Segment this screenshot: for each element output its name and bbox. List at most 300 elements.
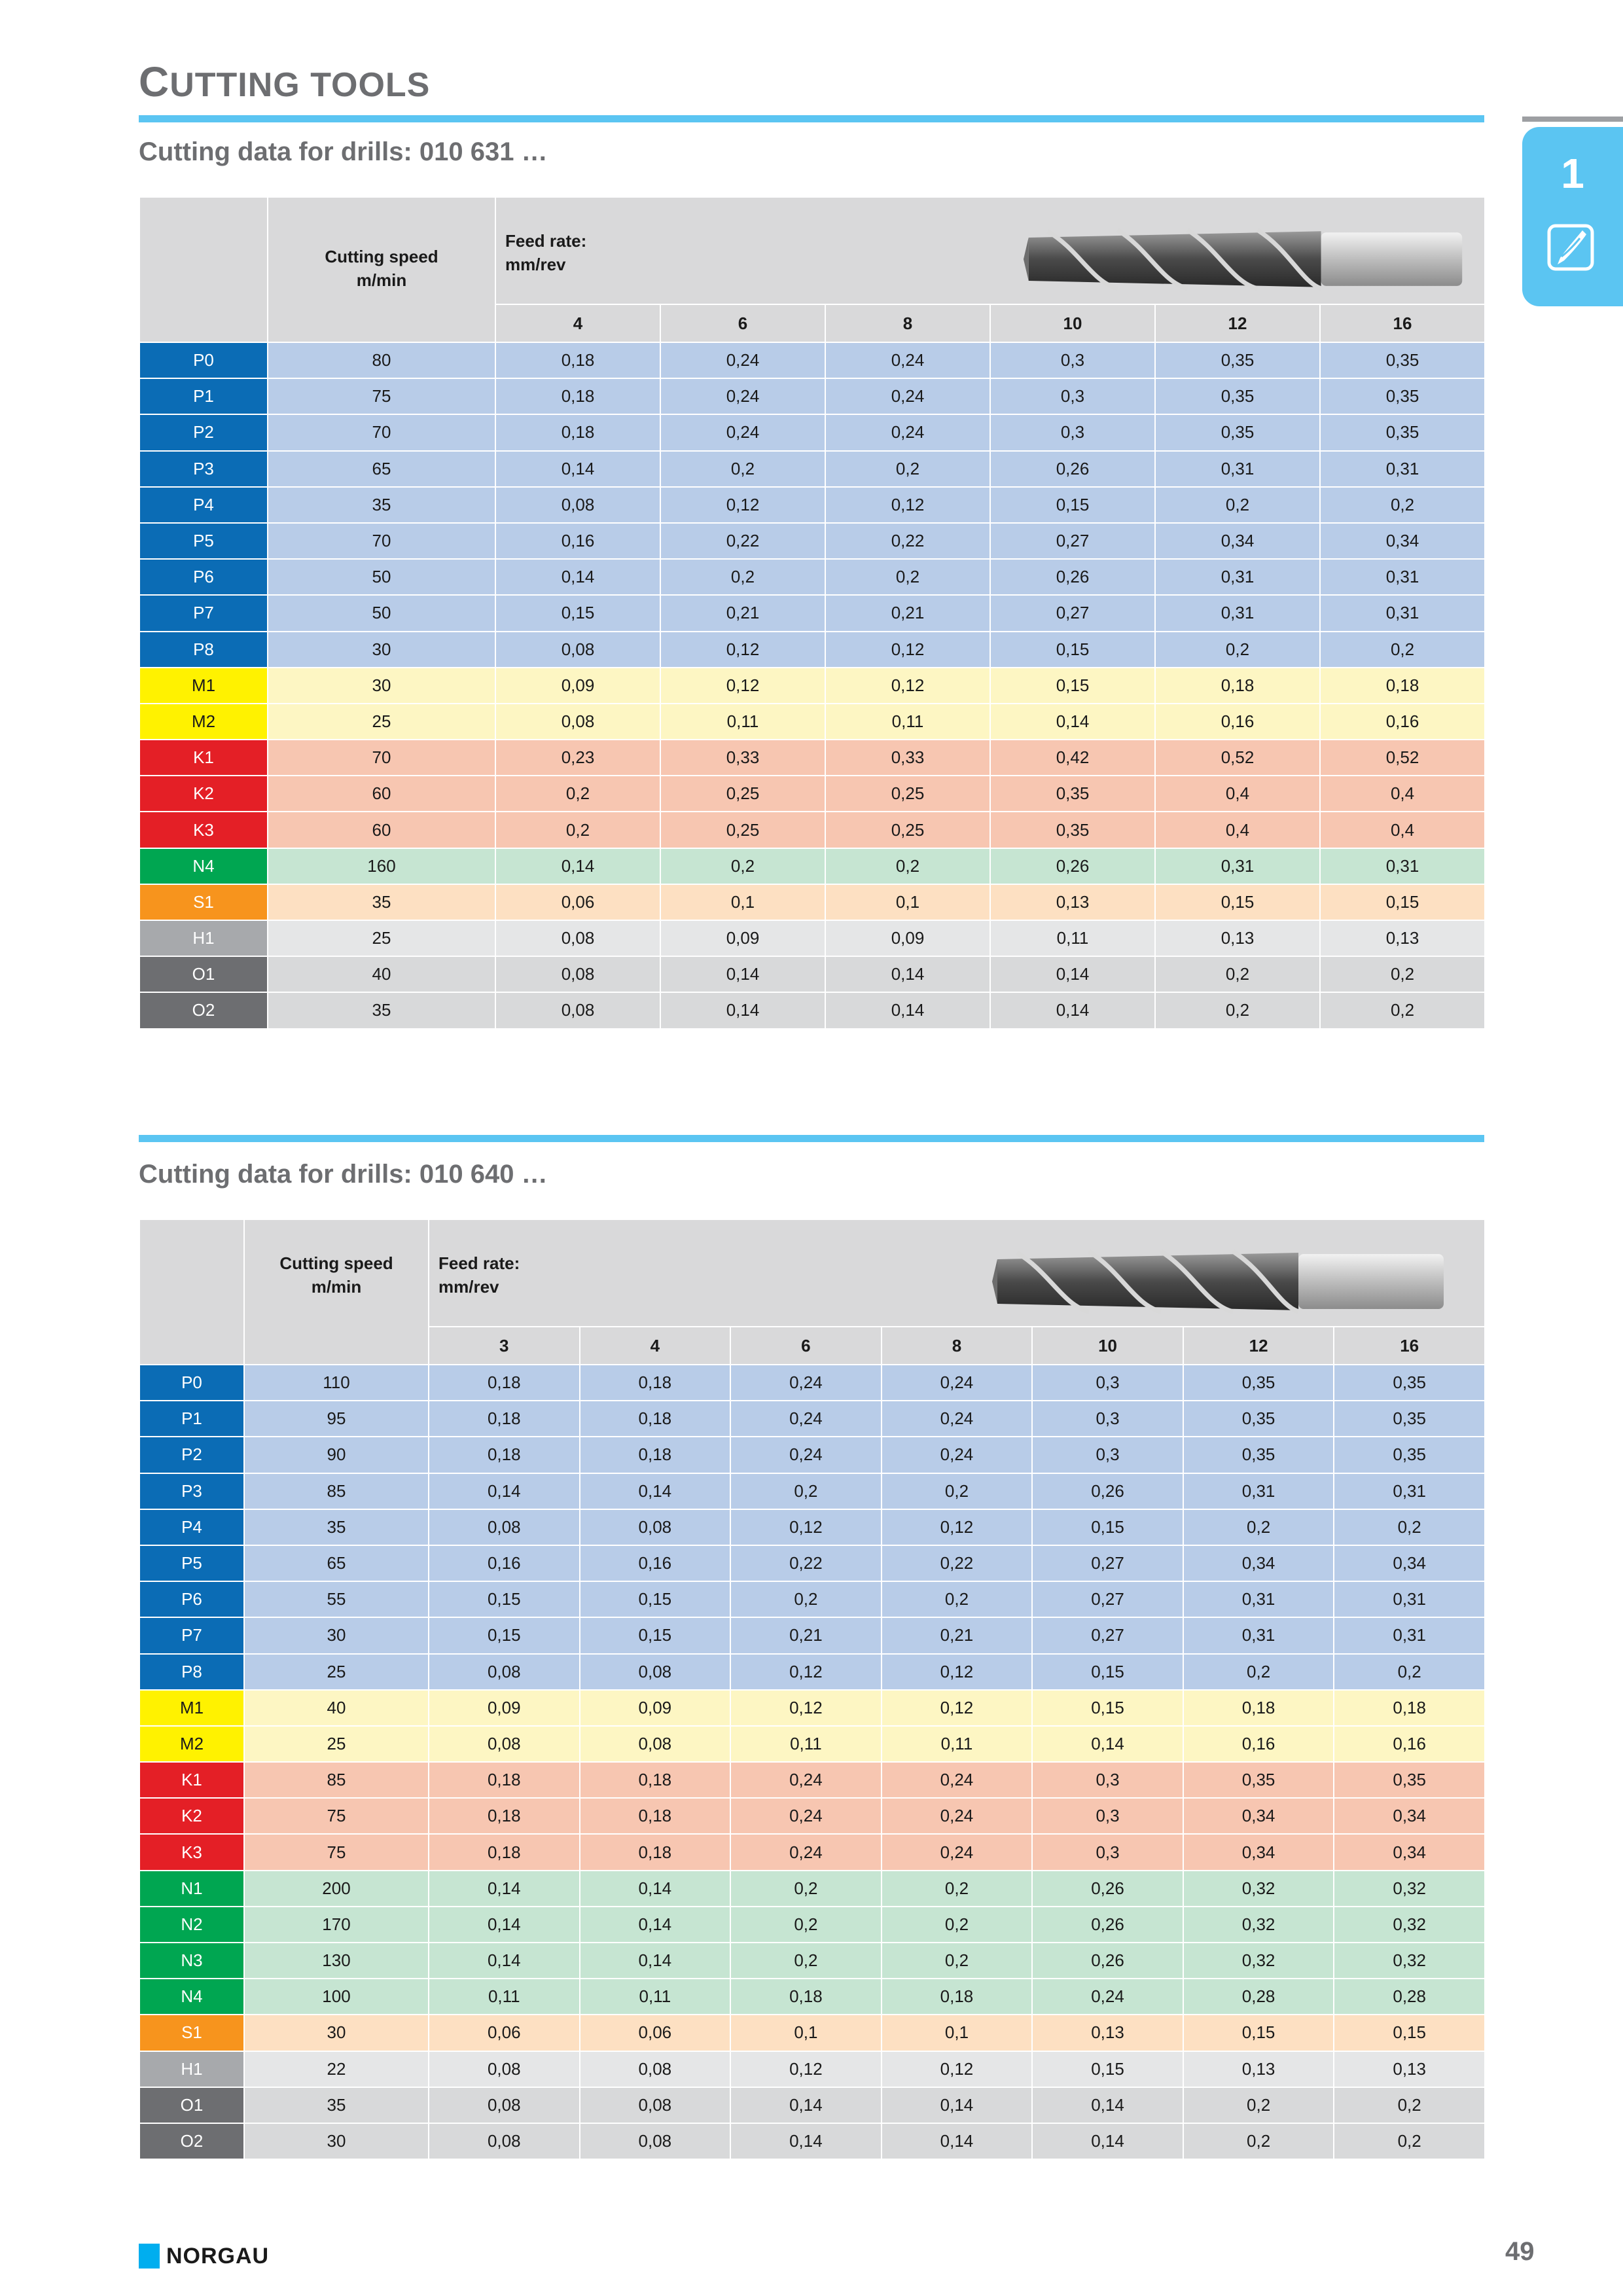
feed-rate-value: 0,12 <box>730 1690 882 1726</box>
feed-rate-value: 0,35 <box>990 812 1155 848</box>
material-code: K3 <box>139 812 268 848</box>
feed-rate-value: 0,26 <box>990 559 1155 595</box>
feed-rate-value: 0,12 <box>825 668 990 704</box>
feed-rate-value: 0,08 <box>495 956 660 992</box>
feed-rate-value: 0,31 <box>1155 595 1320 631</box>
feed-rate-value: 0,33 <box>660 740 825 776</box>
cutting-speed-value: 160 <box>268 848 495 884</box>
cutting-data-table-2 <box>139 1219 1486 2160</box>
feed-rate-value: 0,11 <box>660 704 825 740</box>
material-code: K1 <box>139 1762 244 1798</box>
feed-rate-value: 0,35 <box>1334 1762 1485 1798</box>
feed-rate-value: 0,15 <box>1032 1654 1183 1690</box>
feed-rate-value: 0,18 <box>580 1762 731 1798</box>
feed-rate-value: 0,27 <box>1032 1545 1183 1581</box>
feed-rate-value: 0,22 <box>882 1545 1033 1581</box>
feed-rate-value: 0,25 <box>825 776 990 812</box>
feed-rate-value: 0,27 <box>990 595 1155 631</box>
cutting-speed-value: 35 <box>244 1509 429 1545</box>
feed-rate-value: 0,22 <box>825 523 990 559</box>
material-code: K2 <box>139 776 268 812</box>
cutting-speed-value: 30 <box>244 1617 429 1653</box>
feed-rate-value: 0,08 <box>580 1726 731 1762</box>
feed-rate-value: 0,1 <box>825 884 990 920</box>
cutting-speed-value: 60 <box>268 812 495 848</box>
feed-rate-value: 0,15 <box>580 1581 731 1617</box>
cutting-speed-header <box>268 197 495 342</box>
feed-rate-value: 0,26 <box>1032 1907 1183 1943</box>
feed-rate-value: 0,09 <box>825 920 990 956</box>
material-code: O1 <box>139 956 268 992</box>
table-row <box>139 414 1485 450</box>
feed-rate-value: 0,35 <box>1183 1365 1334 1401</box>
feed-rate-value: 0,3 <box>1032 1401 1183 1437</box>
feed-rate-value: 0,14 <box>429 1943 580 1979</box>
feed-rate-value: 0,3 <box>1032 1798 1183 1834</box>
feed-rate-value: 0,2 <box>1334 1509 1485 1545</box>
feed-rate-value: 0,22 <box>660 523 825 559</box>
material-code: M2 <box>139 1726 244 1762</box>
feed-rate-value: 0,35 <box>1320 378 1485 414</box>
material-code: P5 <box>139 523 268 559</box>
cutting-speed-value: 70 <box>268 414 495 450</box>
header-blank-cell <box>139 1219 244 1365</box>
table-row <box>139 1943 1485 1979</box>
feed-rate-value: 0,26 <box>1032 1943 1183 1979</box>
material-code: N3 <box>139 1943 244 1979</box>
feed-rate-value: 0,18 <box>580 1834 731 1870</box>
feed-rate-value: 0,06 <box>580 2015 731 2051</box>
cutting-speed-value: 35 <box>268 884 495 920</box>
feed-rate-value: 0,21 <box>882 1617 1033 1653</box>
feed-rate-value: 0,25 <box>660 812 825 848</box>
header-rule <box>139 115 1484 122</box>
feed-rate-value: 0,31 <box>1320 848 1485 884</box>
feed-rate-value: 0,31 <box>1320 451 1485 487</box>
feed-rate-value: 0,24 <box>730 1798 882 1834</box>
feed-rate-value: 0,18 <box>580 1401 731 1437</box>
diameter-header: 16 <box>1334 1327 1485 1365</box>
feed-rate-value: 0,2 <box>1155 632 1320 668</box>
feed-rate-value: 0,18 <box>429 1365 580 1401</box>
feed-rate-value: 0,24 <box>882 1437 1033 1473</box>
feed-rate-value: 0,18 <box>495 342 660 378</box>
feed-rate-value: 0,24 <box>882 1365 1033 1401</box>
feed-rate-value: 0,18 <box>1183 1690 1334 1726</box>
table-row <box>139 2087 1485 2123</box>
cutting-speed-value: 70 <box>268 523 495 559</box>
cutting-speed-value: 200 <box>244 1871 429 1907</box>
material-code: O2 <box>139 2123 244 2159</box>
diameter-header: 3 <box>429 1327 580 1365</box>
table-row <box>139 740 1485 776</box>
feed-rate-value: 0,12 <box>660 632 825 668</box>
feed-rate-value: 0,06 <box>495 884 660 920</box>
feed-rate-value: 0,31 <box>1155 559 1320 595</box>
feed-rate-value: 0,35 <box>1183 1437 1334 1473</box>
diameter-header: 10 <box>1032 1327 1183 1365</box>
feed-rate-value: 0,18 <box>495 378 660 414</box>
drill-icon <box>1547 224 1594 271</box>
table-row <box>139 2015 1485 2051</box>
cutting-speed-label: Cutting speed <box>279 1253 393 1273</box>
feed-rate-value: 0,3 <box>990 378 1155 414</box>
feed-rate-value: 0,31 <box>1320 595 1485 631</box>
material-code: P6 <box>139 1581 244 1617</box>
feed-rate-value: 0,26 <box>1032 1473 1183 1509</box>
feed-rate-unit: mm/rev <box>438 1277 499 1297</box>
feed-rate-value: 0,12 <box>730 1654 882 1690</box>
feed-rate-value: 0,14 <box>730 2123 882 2159</box>
header-blank-cell <box>139 197 268 342</box>
feed-rate-value: 0,12 <box>730 1509 882 1545</box>
feed-rate-value: 0,14 <box>1032 2087 1183 2123</box>
cutting-speed-value: 75 <box>244 1834 429 1870</box>
feed-rate-value: 0,14 <box>580 1907 731 1943</box>
feed-rate-value: 0,32 <box>1334 1943 1485 1979</box>
feed-rate-value: 0,12 <box>882 1690 1033 1726</box>
feed-rate-value: 0,16 <box>1320 704 1485 740</box>
feed-rate-value: 0,06 <box>429 2015 580 2051</box>
diameter-header: 8 <box>825 304 990 342</box>
material-code: K1 <box>139 740 268 776</box>
diameter-header: 12 <box>1183 1327 1334 1365</box>
material-code: N4 <box>139 1979 244 2015</box>
cutting-speed-unit: m/min <box>356 270 407 290</box>
feed-rate-value: 0,12 <box>730 2051 882 2087</box>
feed-rate-value: 0,12 <box>882 1654 1033 1690</box>
feed-rate-value: 0,3 <box>1032 1437 1183 1473</box>
material-code: H1 <box>139 2051 244 2087</box>
feed-rate-value: 0,27 <box>1032 1617 1183 1653</box>
drill-image <box>1022 211 1467 304</box>
feed-rate-value: 0,09 <box>580 1690 731 1726</box>
cutting-speed-value: 22 <box>244 2051 429 2087</box>
material-code: P0 <box>139 342 268 378</box>
feed-rate-value: 0,13 <box>1032 2015 1183 2051</box>
feed-rate-value: 0,2 <box>1320 632 1485 668</box>
feed-rate-value: 0,14 <box>580 1871 731 1907</box>
feed-rate-value: 0,35 <box>1334 1437 1485 1473</box>
feed-rate-value: 0,31 <box>1183 1617 1334 1653</box>
feed-rate-value: 0,15 <box>1032 2051 1183 2087</box>
cutting-speed-label: Cutting speed <box>325 247 438 266</box>
feed-rate-value: 0,14 <box>495 848 660 884</box>
page-title-rest: UTTING TOOLS <box>169 66 431 104</box>
feed-rate-value: 0,12 <box>660 668 825 704</box>
feed-rate-value: 0,18 <box>429 1437 580 1473</box>
feed-rate-value: 0,12 <box>660 487 825 523</box>
material-code: K2 <box>139 1798 244 1834</box>
feed-rate-value: 0,08 <box>495 704 660 740</box>
material-code: P1 <box>139 1401 244 1437</box>
feed-rate-value: 0,2 <box>1183 2123 1334 2159</box>
table-row <box>139 812 1485 848</box>
feed-rate-value: 0,2 <box>1320 956 1485 992</box>
table-row <box>139 1762 1485 1798</box>
feed-rate-value: 0,4 <box>1155 776 1320 812</box>
table-row <box>139 848 1485 884</box>
feed-rate-value: 0,24 <box>730 1834 882 1870</box>
cutting-speed-value: 30 <box>268 668 495 704</box>
feed-rate-value: 0,2 <box>1320 487 1485 523</box>
feed-rate-value: 0,2 <box>495 812 660 848</box>
feed-rate-value: 0,08 <box>429 2123 580 2159</box>
material-code: P7 <box>139 1617 244 1653</box>
cutting-speed-value: 130 <box>244 1943 429 1979</box>
feed-rate-value: 0,14 <box>825 956 990 992</box>
material-code: P1 <box>139 378 268 414</box>
feed-rate-value: 0,18 <box>1334 1690 1485 1726</box>
table-row <box>139 1654 1485 1690</box>
feed-rate-value: 0,26 <box>990 451 1155 487</box>
section-title-2: Cutting data for drills: 010 640 … <box>139 1160 548 1189</box>
feed-rate-value: 0,2 <box>1155 956 1320 992</box>
feed-rate-value: 0,2 <box>882 1943 1033 1979</box>
feed-rate-value: 0,13 <box>990 884 1155 920</box>
material-code: N2 <box>139 1907 244 1943</box>
feed-rate-value: 0,26 <box>1032 1871 1183 1907</box>
material-code: P7 <box>139 595 268 631</box>
feed-rate-value: 0,24 <box>825 414 990 450</box>
table-row <box>139 1979 1485 2015</box>
diameter-header: 4 <box>495 304 660 342</box>
diameter-header: 8 <box>882 1327 1033 1365</box>
feed-rate-value: 0,15 <box>1320 884 1485 920</box>
material-code: P2 <box>139 1437 244 1473</box>
feed-rate-value: 0,31 <box>1155 451 1320 487</box>
table-row <box>139 1545 1485 1581</box>
drill-image <box>991 1233 1449 1327</box>
cutting-speed-value: 95 <box>244 1401 429 1437</box>
feed-rate-value: 0,3 <box>990 414 1155 450</box>
table-row <box>139 1401 1485 1437</box>
feed-rate-value: 0,14 <box>580 1943 731 1979</box>
material-code: S1 <box>139 2015 244 2051</box>
feed-rate-value: 0,35 <box>1183 1401 1334 1437</box>
feed-rate-value: 0,15 <box>990 632 1155 668</box>
feed-rate-value: 0,08 <box>580 2087 731 2123</box>
cutting-speed-value: 90 <box>244 1437 429 1473</box>
material-code: N4 <box>139 848 268 884</box>
feed-rate-value: 0,2 <box>660 451 825 487</box>
feed-rate-value: 0,14 <box>730 2087 882 2123</box>
feed-rate-value: 0,27 <box>990 523 1155 559</box>
feed-rate-value: 0,34 <box>1183 1798 1334 1834</box>
feed-rate-value: 0,15 <box>990 668 1155 704</box>
cutting-speed-value: 35 <box>268 487 495 523</box>
feed-rate-value: 0,34 <box>1183 1545 1334 1581</box>
feed-rate-value: 0,2 <box>730 1871 882 1907</box>
material-code: P8 <box>139 632 268 668</box>
feed-rate-value: 0,24 <box>730 1401 882 1437</box>
table-row <box>139 920 1485 956</box>
feed-rate-value: 0,11 <box>882 1726 1033 1762</box>
page-title <box>139 58 430 106</box>
feed-rate-value: 0,2 <box>730 1581 882 1617</box>
feed-rate-value: 0,24 <box>660 342 825 378</box>
feed-rate-value: 0,15 <box>1155 884 1320 920</box>
feed-rate-value: 0,2 <box>730 1473 882 1509</box>
table-row <box>139 342 1485 378</box>
feed-rate-value: 0,31 <box>1334 1617 1485 1653</box>
diameter-header: 12 <box>1155 304 1320 342</box>
feed-rate-value: 0,15 <box>580 1617 731 1653</box>
feed-rate-value: 0,14 <box>429 1473 580 1509</box>
table-row <box>139 1617 1485 1653</box>
feed-rate-value: 0,4 <box>1320 776 1485 812</box>
feed-rate-value: 0,35 <box>1155 342 1320 378</box>
material-code: P2 <box>139 414 268 450</box>
feed-rate-value: 0,35 <box>1334 1365 1485 1401</box>
feed-rate-value: 0,16 <box>1183 1726 1334 1762</box>
feed-rate-value: 0,24 <box>825 342 990 378</box>
material-code: O2 <box>139 992 268 1028</box>
chapter-tab[interactable] <box>1522 127 1623 306</box>
table-row <box>139 1871 1485 1907</box>
cutting-speed-value: 40 <box>244 1690 429 1726</box>
table-row <box>139 523 1485 559</box>
feed-rate-value: 0,2 <box>1320 992 1485 1028</box>
feed-rate-value: 0,16 <box>1155 704 1320 740</box>
feed-rate-value: 0,14 <box>580 1473 731 1509</box>
feed-rate-value: 0,2 <box>730 1943 882 1979</box>
feed-rate-value: 0,35 <box>1155 414 1320 450</box>
table-row <box>139 1509 1485 1545</box>
material-code: P0 <box>139 1365 244 1401</box>
cutting-speed-value: 65 <box>268 451 495 487</box>
material-code: P8 <box>139 1654 244 1690</box>
feed-rate-value: 0,3 <box>990 342 1155 378</box>
diameter-header: 6 <box>660 304 825 342</box>
feed-rate-value: 0,34 <box>1334 1834 1485 1870</box>
feed-rate-value: 0,12 <box>882 2051 1033 2087</box>
feed-rate-value: 0,15 <box>429 1581 580 1617</box>
feed-rate-value: 0,11 <box>580 1979 731 2015</box>
table-row <box>139 956 1485 992</box>
diameter-header: 16 <box>1320 304 1485 342</box>
feed-rate-value: 0,32 <box>1183 1943 1334 1979</box>
feed-rate-header <box>429 1219 1485 1327</box>
feed-rate-value: 0,24 <box>660 378 825 414</box>
feed-rate-value: 0,13 <box>1183 2051 1334 2087</box>
cutting-speed-value: 30 <box>268 632 495 668</box>
feed-rate-value: 0,1 <box>660 884 825 920</box>
cutting-speed-value: 75 <box>268 378 495 414</box>
feed-rate-value: 0,16 <box>429 1545 580 1581</box>
feed-rate-value: 0,14 <box>495 559 660 595</box>
feed-rate-value: 0,2 <box>495 776 660 812</box>
feed-rate-value: 0,15 <box>1032 1690 1183 1726</box>
feed-rate-value: 0,21 <box>730 1617 882 1653</box>
table-row <box>139 776 1485 812</box>
table-row <box>139 559 1485 595</box>
feed-rate-value: 0,11 <box>990 920 1155 956</box>
feed-rate-value: 0,34 <box>1334 1798 1485 1834</box>
feed-rate-label: Feed rate: <box>505 231 587 251</box>
table-row <box>139 668 1485 704</box>
table-row <box>139 1437 1485 1473</box>
feed-rate-value: 0,12 <box>825 487 990 523</box>
feed-rate-value: 0,2 <box>1155 487 1320 523</box>
feed-rate-value: 0,15 <box>1183 2015 1334 2051</box>
feed-rate-value: 0,24 <box>730 1437 882 1473</box>
feed-rate-value: 0,18 <box>429 1762 580 1798</box>
material-code: M1 <box>139 1690 244 1726</box>
cutting-speed-value: 100 <box>244 1979 429 2015</box>
table-row <box>139 2051 1485 2087</box>
feed-rate-value: 0,2 <box>1155 992 1320 1028</box>
feed-rate-value: 0,08 <box>429 1509 580 1545</box>
feed-rate-value: 0,34 <box>1334 1545 1485 1581</box>
feed-rate-value: 0,42 <box>990 740 1155 776</box>
feed-rate-value: 0,2 <box>882 1907 1033 1943</box>
table-row <box>139 378 1485 414</box>
feed-rate-value: 0,2 <box>1334 2123 1485 2159</box>
feed-rate-unit: mm/rev <box>505 255 566 274</box>
cutting-speed-value: 50 <box>268 595 495 631</box>
feed-rate-value: 0,18 <box>730 1979 882 2015</box>
feed-rate-value: 0,08 <box>495 632 660 668</box>
cutting-speed-value: 30 <box>244 2015 429 2051</box>
feed-rate-value: 0,18 <box>580 1798 731 1834</box>
feed-rate-value: 0,14 <box>825 992 990 1028</box>
table-row <box>139 1690 1485 1726</box>
feed-rate-value: 0,2 <box>882 1871 1033 1907</box>
feed-rate-value: 0,33 <box>825 740 990 776</box>
feed-rate-value: 0,32 <box>1334 1907 1485 1943</box>
cutting-speed-value: 85 <box>244 1473 429 1509</box>
page-number: 49 <box>1505 2237 1535 2266</box>
feed-rate-value: 0,18 <box>429 1798 580 1834</box>
feed-rate-value: 0,25 <box>825 812 990 848</box>
feed-rate-value: 0,14 <box>1032 1726 1183 1762</box>
feed-rate-value: 0,14 <box>429 1907 580 1943</box>
feed-rate-value: 0,14 <box>495 451 660 487</box>
material-code: P6 <box>139 559 268 595</box>
cutting-speed-value: 65 <box>244 1545 429 1581</box>
feed-rate-value: 0,2 <box>825 559 990 595</box>
table-row <box>139 704 1485 740</box>
cutting-speed-value: 30 <box>244 2123 429 2159</box>
feed-rate-value: 0,09 <box>495 668 660 704</box>
material-code: M1 <box>139 668 268 704</box>
table-row <box>139 1473 1485 1509</box>
chapter-tab-line <box>1522 117 1623 122</box>
material-code: S1 <box>139 884 268 920</box>
table-row <box>139 1726 1485 1762</box>
feed-rate-value: 0,1 <box>882 2015 1033 2051</box>
page-title-initial: C <box>139 58 170 105</box>
feed-rate-value: 0,13 <box>1334 2051 1485 2087</box>
feed-rate-value: 0,31 <box>1183 1473 1334 1509</box>
cutting-speed-unit: m/min <box>311 1277 362 1297</box>
feed-rate-value: 0,12 <box>825 632 990 668</box>
material-code: P4 <box>139 1509 244 1545</box>
cutting-speed-value: 35 <box>268 992 495 1028</box>
feed-rate-value: 0,35 <box>990 776 1155 812</box>
cutting-speed-value: 50 <box>268 559 495 595</box>
feed-rate-value: 0,24 <box>1032 1979 1183 2015</box>
feed-rate-value: 0,2 <box>1334 1654 1485 1690</box>
feed-rate-value: 0,18 <box>580 1365 731 1401</box>
feed-rate-value: 0,32 <box>1183 1907 1334 1943</box>
material-code: M2 <box>139 704 268 740</box>
feed-rate-value: 0,3 <box>1032 1834 1183 1870</box>
cutting-speed-value: 40 <box>268 956 495 992</box>
table-row <box>139 595 1485 631</box>
feed-rate-value: 0,14 <box>429 1871 580 1907</box>
